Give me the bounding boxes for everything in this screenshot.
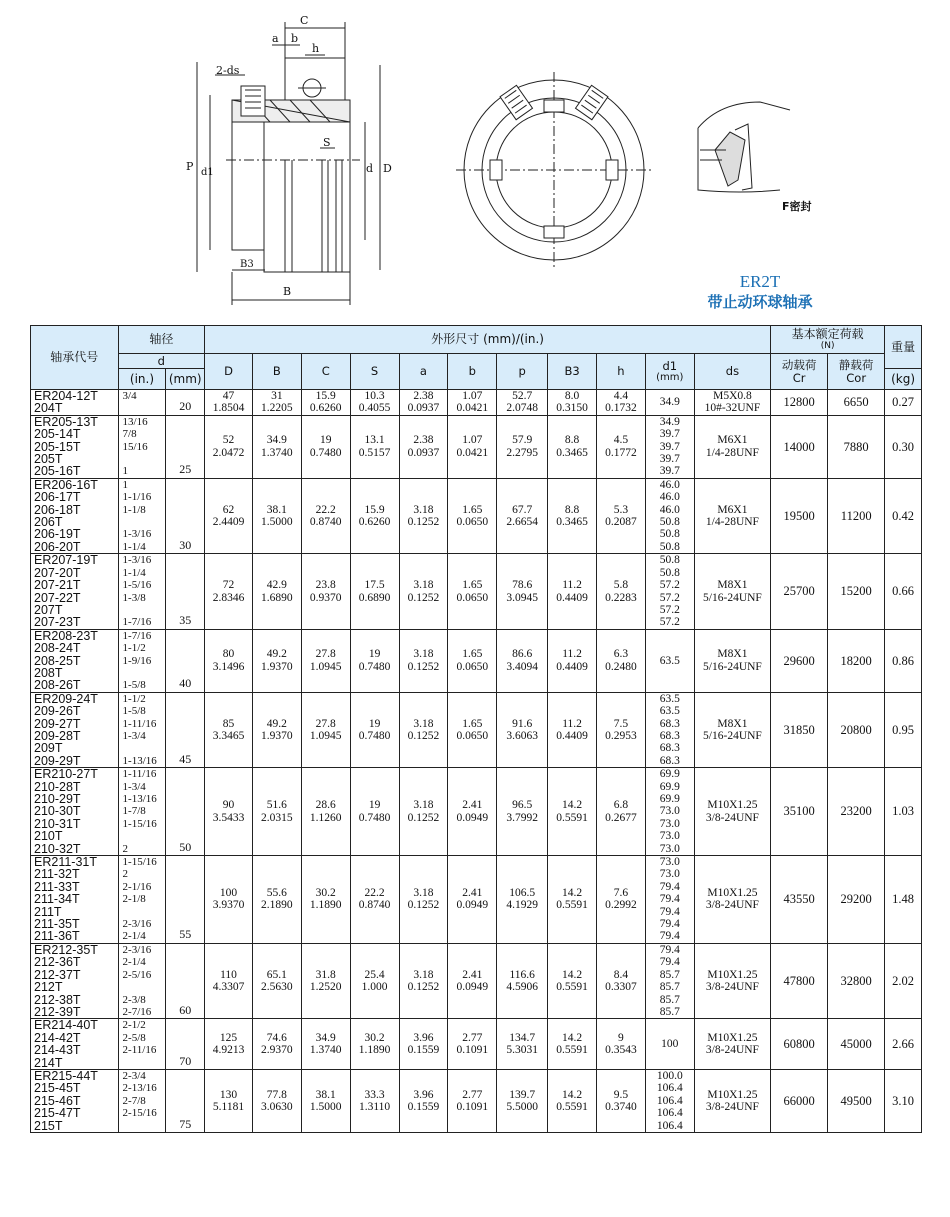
header-col-d1: d1 (mm) — [645, 354, 694, 390]
cell-mm: 50 — [166, 768, 205, 856]
dim-c-label: C — [300, 14, 309, 27]
cell-b: 1.65 0.0650 — [448, 478, 497, 553]
cell-mm: 25 — [166, 415, 205, 478]
cell-codes: ER212-35T 212-36T 212-37T 212T 212-38T 212-39T — [31, 943, 119, 1018]
cell-s: 15.9 0.6260 — [350, 478, 399, 553]
cell-d1: 63.5 — [645, 629, 694, 692]
cell-h: 4.5 0.1772 — [596, 415, 645, 478]
table-row — [31, 390, 922, 416]
dim-b3-label: B3 — [240, 259, 254, 270]
cell-cr: 35100 — [771, 768, 828, 856]
cell-c: 31.8 1.2520 — [301, 943, 350, 1018]
cell-p: 52.7 2.0748 — [497, 390, 548, 416]
header-shaft-d: d — [118, 354, 205, 369]
cell-cor: 7880 — [828, 415, 885, 478]
cell-s: 30.2 1.1890 — [350, 1019, 399, 1070]
header-shaft: 轴径 — [118, 326, 205, 354]
cell-b: 38.1 1.5000 — [252, 478, 301, 553]
cell-a: 3.18 0.1252 — [399, 768, 448, 856]
cell-d: 85 3.3465 — [205, 692, 253, 767]
cell-b: 51.6 2.0315 — [252, 768, 301, 856]
cell-cr: 14000 — [771, 415, 828, 478]
cell-c: 34.9 1.3740 — [301, 1019, 350, 1070]
cell-b: 2.41 0.0949 — [448, 943, 497, 1018]
cell-b3: 8.8 0.3465 — [548, 415, 597, 478]
cell-wt: 0.30 — [885, 415, 922, 478]
cell-mm: 55 — [166, 856, 205, 944]
cell-d1: 50.8 50.8 57.2 57.2 57.2 57.2 — [645, 554, 694, 629]
cell-d: 62 2.4409 — [205, 478, 253, 553]
cell-b3: 14.2 0.5591 — [548, 1019, 597, 1070]
cell-ds: M10X1.25 3/8-24UNF — [694, 1069, 770, 1132]
cell-ds: M10X1.25 3/8-24UNF — [694, 768, 770, 856]
cell-codes: ER215-44T 215-45T 215-46T 215-47T 215T — [31, 1069, 119, 1132]
header-weight: 重量 — [885, 326, 922, 369]
cell-b3: 14.2 0.5591 — [548, 1069, 597, 1132]
cell-c: 27.8 1.0945 — [301, 629, 350, 692]
cell-mm: 30 — [166, 478, 205, 553]
table-row — [31, 943, 922, 1018]
header-col-ds: ds — [694, 354, 770, 390]
cell-h: 9.5 0.3740 — [596, 1069, 645, 1132]
cell-h: 6.8 0.2677 — [596, 768, 645, 856]
cell-d: 110 4.3307 — [205, 943, 253, 1018]
cell-b3: 11.2 0.4409 — [548, 629, 597, 692]
cell-d: 80 3.1496 — [205, 629, 253, 692]
table-row — [31, 856, 922, 944]
cell-mm: 75 — [166, 1069, 205, 1132]
cell-b: 2.77 0.1091 — [448, 1019, 497, 1070]
cell-p: 78.6 3.0945 — [497, 554, 548, 629]
cell-b: 1.07 0.0421 — [448, 415, 497, 478]
cell-ds: M8X1 5/16-24UNF — [694, 554, 770, 629]
cell-inch: 2-3/16 2-1/4 2-5/16 2-3/8 2-7/16 — [118, 943, 166, 1018]
cell-b: 42.9 1.6890 — [252, 554, 301, 629]
cell-d1: 34.9 39.7 39.7 39.7 39.7 — [645, 415, 694, 478]
header-col-S: S — [350, 354, 399, 390]
cell-wt: 2.02 — [885, 943, 922, 1018]
cell-cr: 25700 — [771, 554, 828, 629]
cell-wt: 1.03 — [885, 768, 922, 856]
header-load: 基本额定荷载 (N) — [771, 326, 885, 354]
cell-c: 19 0.7480 — [301, 415, 350, 478]
cell-s: 19 0.7480 — [350, 692, 399, 767]
header-weight-unit: (kg) — [885, 369, 922, 390]
cell-d1: 100 — [645, 1019, 694, 1070]
cell-b: 1.07 0.0421 — [448, 390, 497, 416]
cell-d1: 73.0 73.0 79.4 79.4 79.4 79.4 79.4 — [645, 856, 694, 944]
header-cr: 动载荷 Cr — [771, 354, 828, 390]
cell-a: 3.18 0.1252 — [399, 856, 448, 944]
table-row — [31, 478, 922, 553]
cell-inch: 13/16 7/8 15/16 1 — [118, 415, 166, 478]
cell-codes: ER208-23T 208-24T 208-25T 208T 208-26T — [31, 629, 119, 692]
cell-ds: M6X1 1/4-28UNF — [694, 478, 770, 553]
cell-b3: 14.2 0.5591 — [548, 768, 597, 856]
cell-ds: M10X1.25 3/8-24UNF — [694, 856, 770, 944]
cell-cr: 43550 — [771, 856, 828, 944]
cell-d1: 69.9 69.9 69.9 73.0 73.0 73.0 73.0 — [645, 768, 694, 856]
cell-cor: 20800 — [828, 692, 885, 767]
cell-cor: 6650 — [828, 390, 885, 416]
cell-mm: 70 — [166, 1019, 205, 1070]
cell-h: 9 0.3543 — [596, 1019, 645, 1070]
cell-b: 2.77 0.1091 — [448, 1069, 497, 1132]
cell-inch: 2-3/4 2-13/16 2-7/8 2-15/16 — [118, 1069, 166, 1132]
cell-cr: 19500 — [771, 478, 828, 553]
header-inch: (in.) — [118, 369, 166, 390]
cell-a: 3.18 0.1252 — [399, 692, 448, 767]
cell-d: 130 5.1181 — [205, 1069, 253, 1132]
cell-b3: 11.2 0.4409 — [548, 554, 597, 629]
cell-cr: 31850 — [771, 692, 828, 767]
cell-inch: 3/4 — [118, 390, 166, 416]
cell-d: 90 3.5433 — [205, 768, 253, 856]
header-col-B3: B3 — [548, 354, 597, 390]
cell-cor: 18200 — [828, 629, 885, 692]
header-col-B: B — [252, 354, 301, 390]
cell-c: 23.8 0.9370 — [301, 554, 350, 629]
cell-cor: 15200 — [828, 554, 885, 629]
cell-cr: 12800 — [771, 390, 828, 416]
cell-c: 27.8 1.0945 — [301, 692, 350, 767]
cell-b: 74.6 2.9370 — [252, 1019, 301, 1070]
cell-inch: 1-7/16 1-1/2 1-9/16 1-5/8 — [118, 629, 166, 692]
cell-ds: M10X1.25 3/8-24UNF — [694, 1019, 770, 1070]
cell-b3: 14.2 0.5591 — [548, 856, 597, 944]
cell-cor: 32800 — [828, 943, 885, 1018]
cell-cor: 45000 — [828, 1019, 885, 1070]
cell-h: 8.4 0.3307 — [596, 943, 645, 1018]
cell-h: 7.5 0.2953 — [596, 692, 645, 767]
cell-a: 3.96 0.1559 — [399, 1069, 448, 1132]
cell-d1: 100.0 106.4 106.4 106.4 106.4 — [645, 1069, 694, 1132]
cell-a: 2.38 0.0937 — [399, 390, 448, 416]
cell-p: 67.7 2.6654 — [497, 478, 548, 553]
cell-ds: M5X0.8 10#-32UNF — [694, 390, 770, 416]
cell-codes: ER204-12T 204T — [31, 390, 119, 416]
cell-ds: M8X1 5/16-24UNF — [694, 629, 770, 692]
cell-a: 3.18 0.1252 — [399, 629, 448, 692]
cell-cor: 49500 — [828, 1069, 885, 1132]
cell-b: 2.41 0.0949 — [448, 856, 497, 944]
cell-ds: M6X1 1/4-28UNF — [694, 415, 770, 478]
cell-mm: 45 — [166, 692, 205, 767]
cell-cor: 23200 — [828, 768, 885, 856]
cell-codes: ER207-19T 207-20T 207-21T 207-22T 207T 207-23T — [31, 554, 119, 629]
cell-wt: 2.66 — [885, 1019, 922, 1070]
cell-h: 5.3 0.2087 — [596, 478, 645, 553]
cell-p: 96.5 3.7992 — [497, 768, 548, 856]
table-row — [31, 692, 922, 767]
cell-p: 86.6 3.4094 — [497, 629, 548, 692]
cell-p: 57.9 2.2795 — [497, 415, 548, 478]
cell-wt: 3.10 — [885, 1069, 922, 1132]
cell-codes: ER206-16T 206-17T 206-18T 206T 206-19T 206-20T — [31, 478, 119, 553]
header-code: 轴承代号 — [31, 326, 119, 390]
model-description: 带止动环球轴承 — [707, 293, 813, 311]
cell-inch: 1-11/16 1-3/4 1-13/16 1-7/8 1-15/16 2 — [118, 768, 166, 856]
cell-s: 25.4 1.000 — [350, 943, 399, 1018]
header-col-D: D — [205, 354, 253, 390]
table-row — [31, 554, 922, 629]
cell-cor: 29200 — [828, 856, 885, 944]
cell-cr: 60800 — [771, 1019, 828, 1070]
cell-d1: 46.0 46.0 46.0 50.8 50.8 50.8 — [645, 478, 694, 553]
cell-b: 31 1.2205 — [252, 390, 301, 416]
cell-cr: 66000 — [771, 1069, 828, 1132]
cell-d: 100 3.9370 — [205, 856, 253, 944]
table-row — [31, 1019, 922, 1070]
cell-a: 3.18 0.1252 — [399, 943, 448, 1018]
cell-inch: 1-3/16 1-1/4 1-5/16 1-3/8 1-7/16 — [118, 554, 166, 629]
cell-inch: 1-1/2 1-5/8 1-11/16 1-3/4 1-13/16 — [118, 692, 166, 767]
cell-b: 1.65 0.0650 — [448, 629, 497, 692]
cell-d: 52 2.0472 — [205, 415, 253, 478]
dim-d1-label: d1 — [201, 167, 214, 178]
cell-cor: 11200 — [828, 478, 885, 553]
cell-codes: ER214-40T 214-42T 214-43T 214T — [31, 1019, 119, 1070]
cell-p: 139.7 5.5000 — [497, 1069, 548, 1132]
seal-detail-drawing — [698, 102, 790, 192]
cell-c: 22.2 0.8740 — [301, 478, 350, 553]
cell-d1: 63.5 63.5 68.3 68.3 68.3 68.3 — [645, 692, 694, 767]
dim-s-label: S — [323, 136, 331, 149]
cell-ds: M10X1.25 3/8-24UNF — [694, 943, 770, 1018]
cell-b: 34.9 1.3740 — [252, 415, 301, 478]
cell-codes: ER205-13T 205-14T 205-15T 205T 205-16T — [31, 415, 119, 478]
dim-d-label: d — [366, 162, 374, 175]
header-col-a: a — [399, 354, 448, 390]
cell-wt: 0.86 — [885, 629, 922, 692]
cell-d: 125 4.9213 — [205, 1019, 253, 1070]
cell-d: 47 1.8504 — [205, 390, 253, 416]
cell-mm: 35 — [166, 554, 205, 629]
dim-b-label: b — [291, 32, 299, 45]
cell-d1: 79.4 79.4 85.7 85.7 85.7 85.7 — [645, 943, 694, 1018]
bearing-spec-table — [30, 325, 922, 1133]
cell-cr: 29600 — [771, 629, 828, 692]
cell-b: 65.1 2.5630 — [252, 943, 301, 1018]
cell-s: 13.1 0.5157 — [350, 415, 399, 478]
header-cor: 静载荷 Cor — [828, 354, 885, 390]
cell-b: 49.2 1.9370 — [252, 692, 301, 767]
cell-h: 5.8 0.2283 — [596, 554, 645, 629]
cell-a: 3.18 0.1252 — [399, 554, 448, 629]
header-col-b: b — [448, 354, 497, 390]
cell-s: 22.2 0.8740 — [350, 856, 399, 944]
cell-b: 1.65 0.0650 — [448, 692, 497, 767]
cell-h: 7.6 0.2992 — [596, 856, 645, 944]
cell-wt: 0.95 — [885, 692, 922, 767]
table-row — [31, 1069, 922, 1132]
cell-b3: 8.0 0.3150 — [548, 390, 597, 416]
cell-a: 3.96 0.1559 — [399, 1019, 448, 1070]
dim-a-label: a — [272, 32, 279, 45]
cell-p: 91.6 3.6063 — [497, 692, 548, 767]
cell-codes: ER209-24T 209-26T 209-27T 209-28T 209T 209-29T — [31, 692, 119, 767]
cell-wt: 0.27 — [885, 390, 922, 416]
cell-s: 19 0.7480 — [350, 768, 399, 856]
cell-s: 19 0.7480 — [350, 629, 399, 692]
front-view-drawing — [456, 72, 652, 268]
cell-wt: 0.42 — [885, 478, 922, 553]
cell-ds: M8X1 5/16-24UNF — [694, 692, 770, 767]
cell-h: 4.4 0.1732 — [596, 390, 645, 416]
cell-s: 33.3 1.3110 — [350, 1069, 399, 1132]
header-mm: (mm) — [166, 369, 205, 390]
cell-cr: 47800 — [771, 943, 828, 1018]
cell-b: 55.6 2.1890 — [252, 856, 301, 944]
cell-c: 15.9 0.6260 — [301, 390, 350, 416]
header-col-h: h — [596, 354, 645, 390]
cell-mm: 40 — [166, 629, 205, 692]
cell-d: 72 2.8346 — [205, 554, 253, 629]
cell-p: 134.7 5.3031 — [497, 1019, 548, 1070]
cell-mm: 60 — [166, 943, 205, 1018]
cell-a: 2.38 0.0937 — [399, 415, 448, 478]
cell-mm: 20 — [166, 390, 205, 416]
table-row — [31, 415, 922, 478]
dim-h-label: h — [312, 42, 320, 55]
cell-wt: 1.48 — [885, 856, 922, 944]
cell-c: 30.2 1.1890 — [301, 856, 350, 944]
header-col-p: p — [497, 354, 548, 390]
dim-ds-label: 2-ds — [216, 64, 240, 77]
cell-p: 116.6 4.5906 — [497, 943, 548, 1018]
cell-inch: 1 1-1/16 1-1/8 1-3/16 1-1/4 — [118, 478, 166, 553]
cell-c: 28.6 1.1260 — [301, 768, 350, 856]
header-dimensions: 外形尺寸 (mm)/(in.) — [205, 326, 771, 354]
header-col-C: C — [301, 354, 350, 390]
dim-big-b-label: B — [283, 285, 292, 298]
cell-b: 1.65 0.0650 — [448, 554, 497, 629]
cell-inch: 1-15/16 2 2-1/16 2-1/8 2-3/16 2-1/4 — [118, 856, 166, 944]
cell-codes: ER211-31T 211-32T 211-33T 211-34T 211T 211-35T 211-36T — [31, 856, 119, 944]
cell-b3: 8.8 0.3465 — [548, 478, 597, 553]
cell-h: 6.3 0.2480 — [596, 629, 645, 692]
table-row — [31, 768, 922, 856]
model-title: ER2T — [739, 272, 781, 291]
cell-codes: ER210-27T 210-28T 210-29T 210-30T 210-31T 210T 210-32T — [31, 768, 119, 856]
cell-b3: 11.2 0.4409 — [548, 692, 597, 767]
cell-d1: 34.9 — [645, 390, 694, 416]
cell-inch: 2-1/2 2-5/8 2-11/16 — [118, 1019, 166, 1070]
cell-b: 49.2 1.9370 — [252, 629, 301, 692]
cell-s: 17.5 0.6890 — [350, 554, 399, 629]
seal-type-label: F密封 — [782, 200, 812, 213]
cell-b: 2.41 0.0949 — [448, 768, 497, 856]
cell-s: 10.3 0.4055 — [350, 390, 399, 416]
cell-c: 38.1 1.5000 — [301, 1069, 350, 1132]
dim-big-d-label: D — [383, 162, 392, 175]
cell-a: 3.18 0.1252 — [399, 478, 448, 553]
dim-p-label: P — [186, 160, 194, 173]
cell-wt: 0.66 — [885, 554, 922, 629]
cell-b3: 14.2 0.5591 — [548, 943, 597, 1018]
table-row — [31, 629, 922, 692]
cell-p: 106.5 4.1929 — [497, 856, 548, 944]
cell-b: 77.8 3.0630 — [252, 1069, 301, 1132]
